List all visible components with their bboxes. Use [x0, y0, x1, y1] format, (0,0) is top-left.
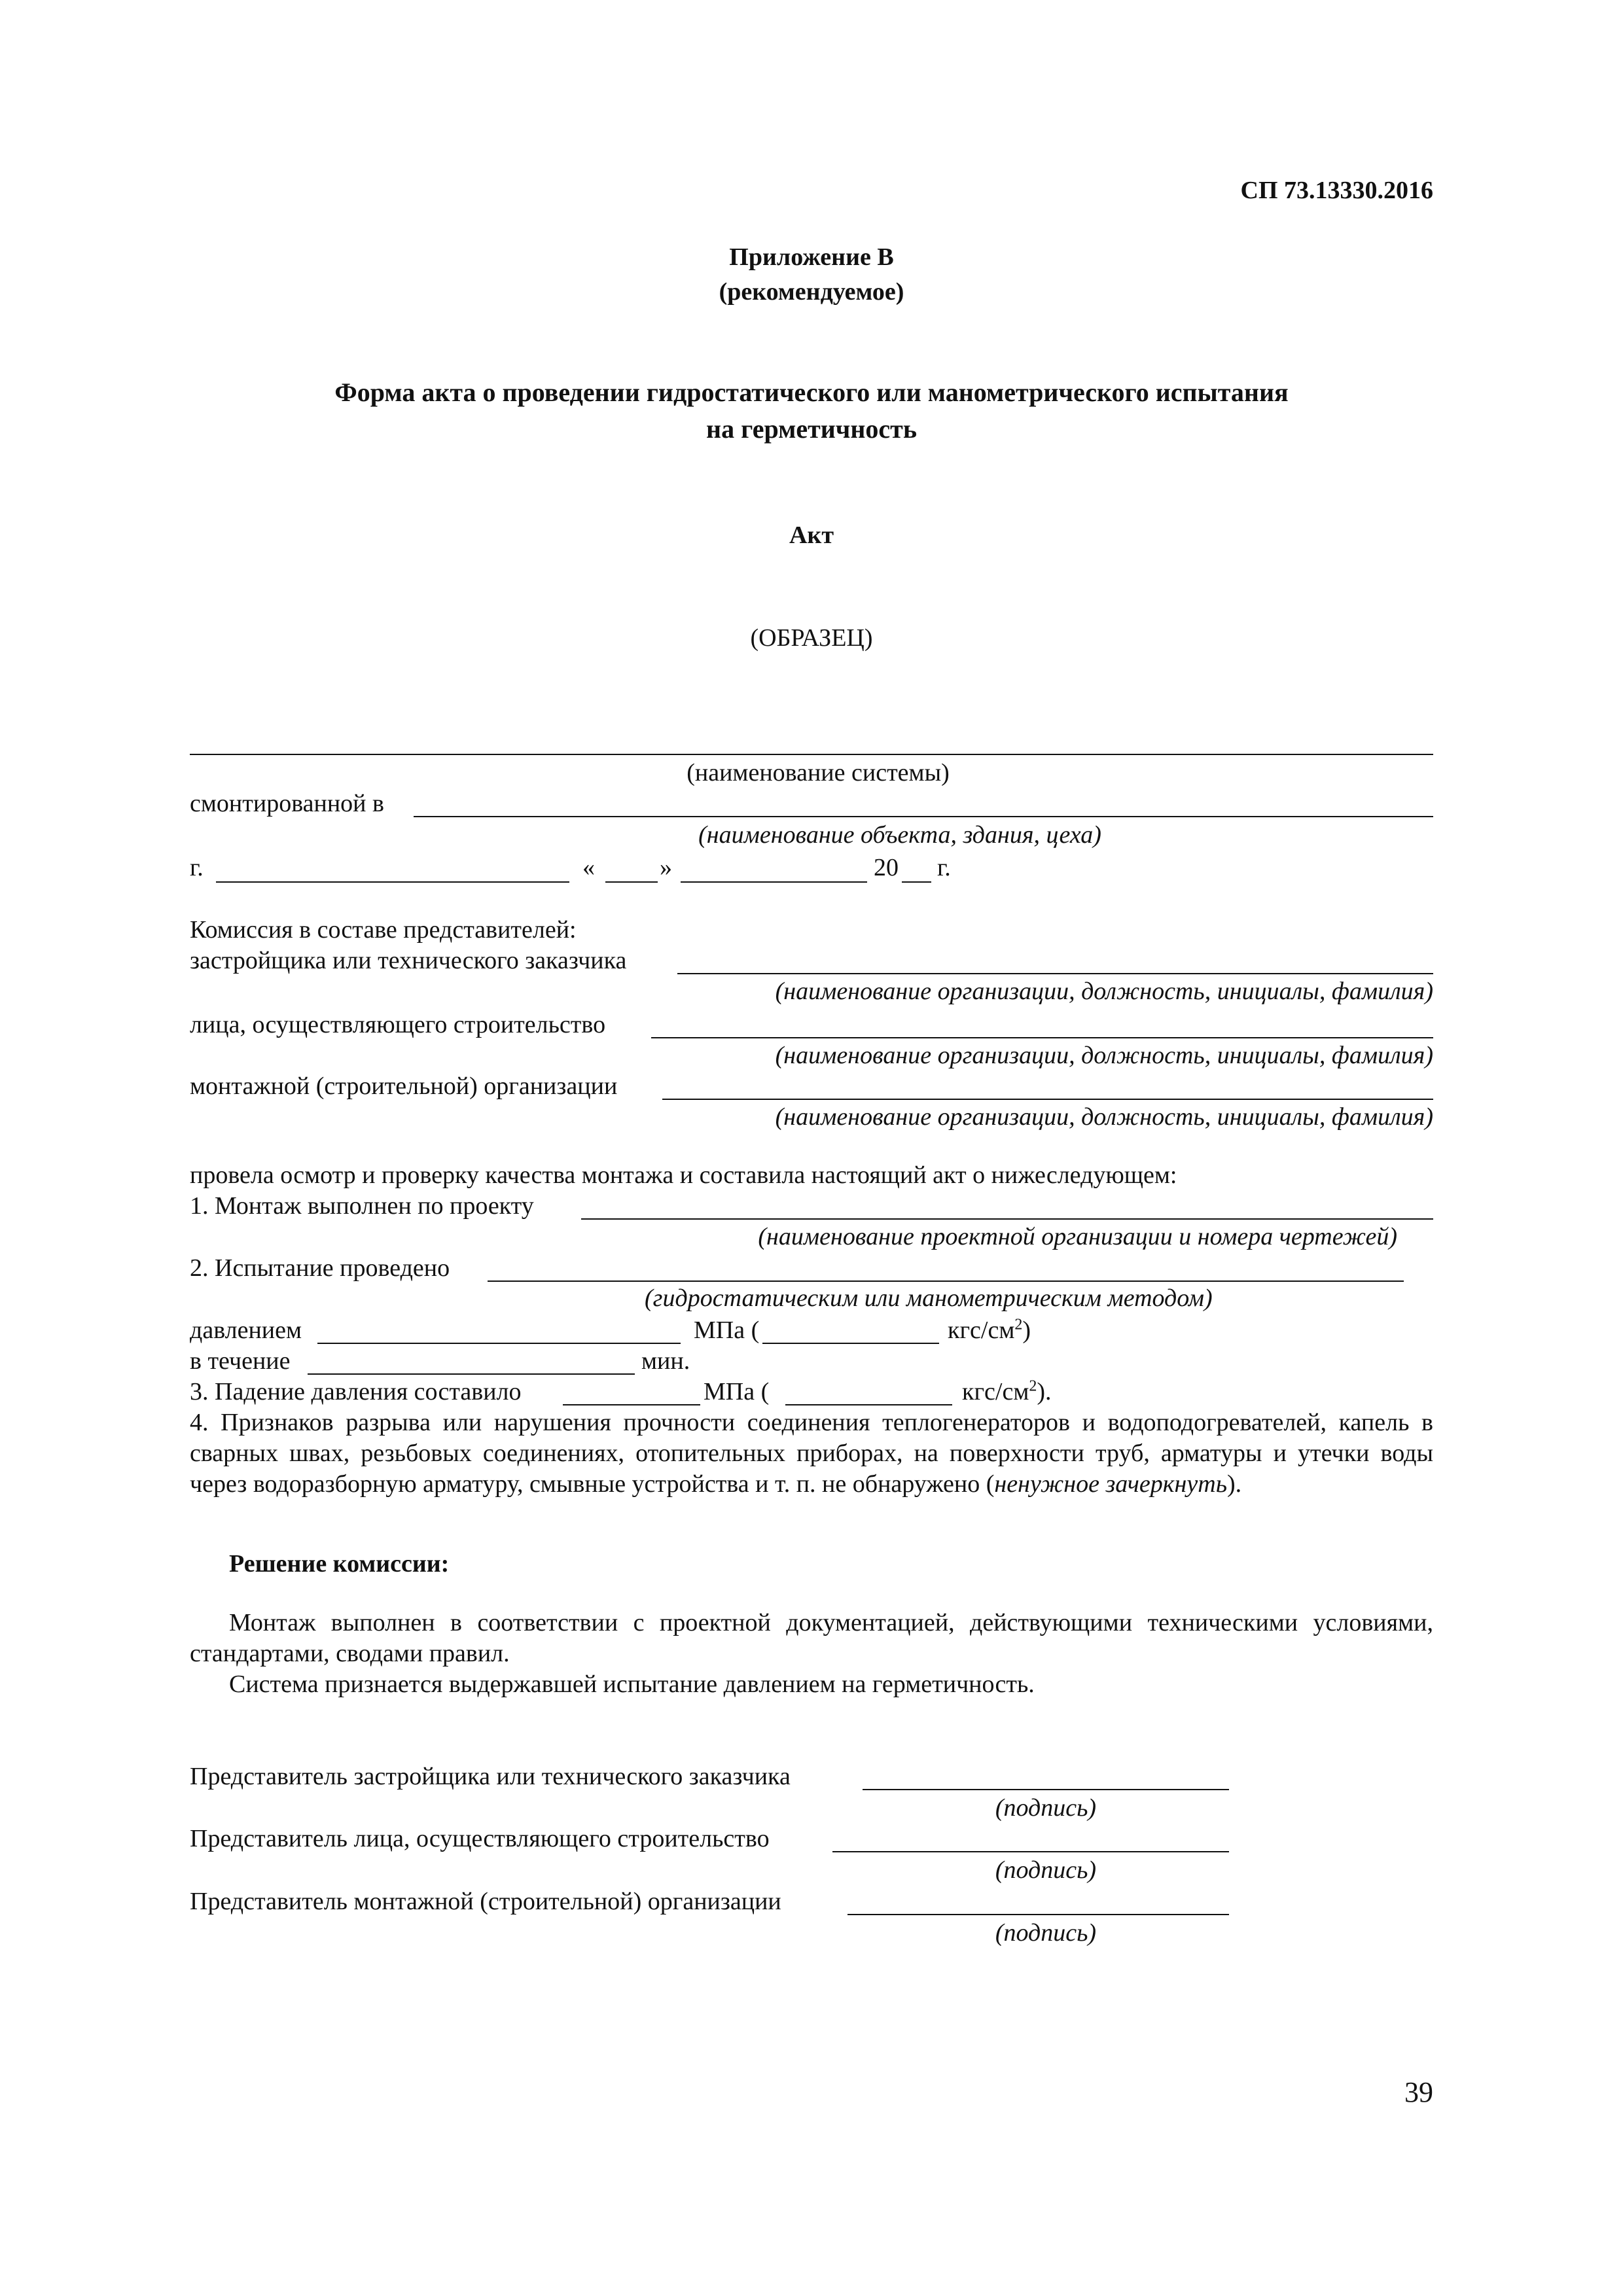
- sample-label: (ОБРАЗЕЦ): [750, 624, 873, 652]
- mounted-label: смонтированной в: [190, 790, 384, 817]
- commission-intro: Комиссия в составе представителей:: [190, 916, 577, 944]
- city-line[interactable]: [216, 881, 569, 883]
- rep1-signature-line[interactable]: [863, 1789, 1229, 1790]
- decision-para2: Система признается выдержавшей испытание давлением на герметичность.: [229, 1670, 1035, 1698]
- city-label: г.: [190, 854, 204, 881]
- pressure-kgf: кгс/$см^2$): [948, 1316, 1031, 1344]
- test-method-line[interactable]: [488, 1280, 1404, 1282]
- item3-label: 3. Падение давления составило: [190, 1378, 522, 1405]
- rep3-label: Представитель монтажной (строительной) организации: [190, 1888, 781, 1915]
- pressure-mpa: МПа (: [694, 1316, 760, 1344]
- builder-label: лица, осуществляющего строительство: [190, 1011, 606, 1038]
- quote-close: »: [660, 854, 672, 881]
- pressure-label: давлением: [190, 1316, 302, 1344]
- object-name-line[interactable]: [414, 816, 1433, 817]
- rep2-label: Представитель лица, осуществляющего строительство: [190, 1825, 770, 1852]
- quote-open: «: [582, 854, 595, 881]
- pressure-mpa-line[interactable]: [317, 1343, 681, 1344]
- year-prefix: 20: [874, 854, 899, 881]
- year-line[interactable]: [902, 881, 931, 883]
- drop-kgf: кгс/$см^2$).: [962, 1377, 1052, 1405]
- project-line[interactable]: [581, 1218, 1433, 1220]
- pressure-kgf-line[interactable]: [762, 1343, 939, 1344]
- year-suffix: г.: [937, 854, 951, 881]
- developer-label: застройщика или технического заказчика: [190, 947, 627, 974]
- developer-caption: (наименование организации, должность, инициалы, фамилия): [775, 978, 1433, 1005]
- rep1-label: Представитель застройщика или технического заказчика: [190, 1763, 791, 1790]
- rep2-sign-caption: (подпись): [995, 1856, 1097, 1884]
- drop-mpa-line[interactable]: [563, 1404, 700, 1405]
- form-title-line2: на герметичность: [706, 414, 917, 444]
- builder-caption: (наименование организации, должность, инициалы, фамилия): [775, 1042, 1433, 1069]
- duration-label: в течение: [190, 1347, 291, 1375]
- rep2-signature-line[interactable]: [832, 1851, 1229, 1852]
- decision-para1: Монтаж выполнен в соответствии с проектной документацией, действующими техническими условиями, стандартами, сводами правил.: [190, 1609, 1433, 1667]
- page-number: 39: [1404, 2076, 1433, 2108]
- object-caption: (наименование объекта, здания, цеха): [698, 821, 1101, 849]
- item2-caption: (гидростатическим или манометрическим методом): [645, 1284, 1213, 1312]
- installer-line[interactable]: [662, 1099, 1433, 1100]
- inspection-intro: провела осмотр и проверку качества монтажа и составила настоящий акт о нижеследующем:: [190, 1161, 1177, 1189]
- developer-line[interactable]: [677, 973, 1433, 974]
- month-line[interactable]: [681, 881, 867, 883]
- rep1-sign-caption: (подпись): [995, 1794, 1097, 1822]
- minutes-label: мин.: [641, 1347, 690, 1375]
- appendix-title: Приложение В: [729, 243, 894, 271]
- day-line[interactable]: [605, 881, 658, 883]
- item1-label: 1. Монтаж выполнен по проекту: [190, 1192, 534, 1220]
- installer-caption: (наименование организации, должность, инициалы, фамилия): [775, 1103, 1433, 1131]
- item2-label: 2. Испытание проведено: [190, 1254, 450, 1282]
- drop-mpa: МПа (: [704, 1378, 770, 1405]
- builder-line[interactable]: [651, 1037, 1433, 1038]
- drop-kgf-line[interactable]: [785, 1404, 952, 1405]
- installer-label: монтажной (строительной) организации: [190, 1072, 618, 1100]
- system-caption: (наименование системы): [687, 759, 950, 786]
- system-name-line[interactable]: [190, 754, 1433, 755]
- item4-paragraph: 4. Признаков разрыва или нарушения прочности соединения теплогенераторов и водоподогревателей, капель в сварных швах, резьбовых соединениях, отопительных приборах, на поверхности труб, арматуры и утечки воды через водоразборную арматуру, смывные устройства и т. п. не обнаружено (ненужное зачеркнуть).: [190, 1409, 1433, 1498]
- act-title: Акт: [789, 521, 834, 549]
- item1-caption: (наименование проектной организации и номера чертежей): [758, 1223, 1397, 1250]
- appendix-type: (рекомендуемое): [719, 278, 904, 306]
- rep3-signature-line[interactable]: [847, 1914, 1229, 1915]
- duration-line[interactable]: [308, 1373, 635, 1375]
- form-title-line1: Форма акта о проведении гидростатического или манометрического испытания: [334, 378, 1289, 407]
- rep3-sign-caption: (подпись): [995, 1919, 1097, 1947]
- standard-code: СП 73.13330.2016: [1240, 177, 1433, 204]
- decision-title: Решение комиссии:: [229, 1550, 450, 1578]
